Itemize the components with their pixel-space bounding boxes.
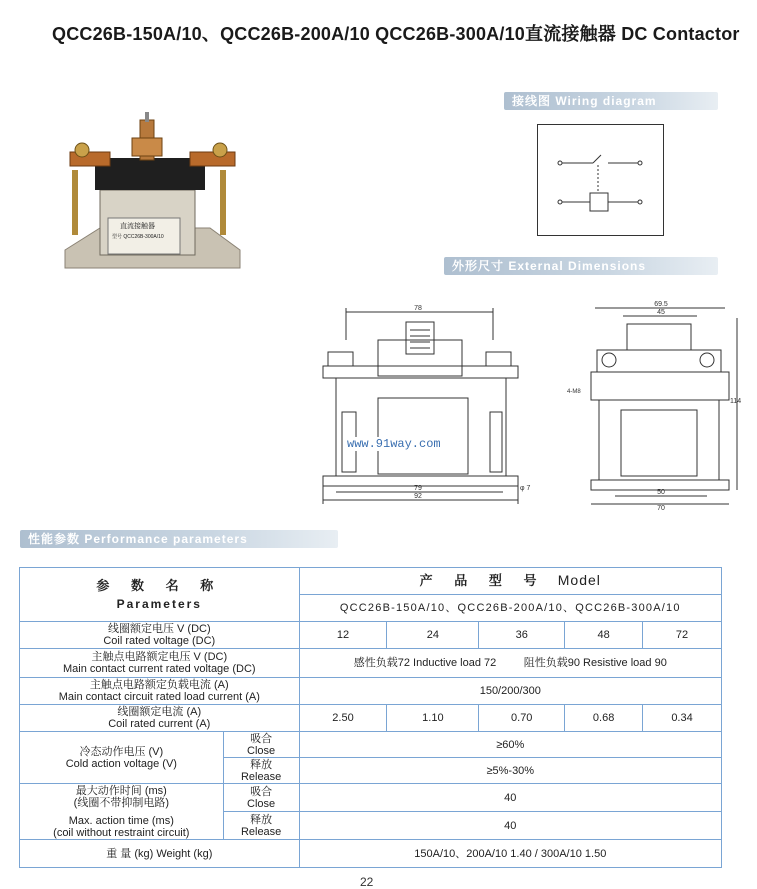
wiring-diagram-banner: 接线图 Wiring diagram xyxy=(504,92,718,110)
action-close-value: 40 xyxy=(299,784,721,812)
table-row xyxy=(20,568,722,595)
photo-label-line2: 型号 QCC26B-300A/10 xyxy=(112,234,164,240)
table-row xyxy=(20,705,722,732)
action-release-value: 40 xyxy=(299,812,721,840)
action-release-label: 释放 Release xyxy=(223,812,299,840)
table-row xyxy=(20,678,722,705)
front-dimension-drawing xyxy=(318,300,540,510)
side-dimension-drawing xyxy=(565,298,745,513)
main-current-value: 150/200/300 xyxy=(299,678,721,705)
action-close-label: 吸合 Close xyxy=(223,784,299,812)
page-title: QCC26B-150A/10、QCC26B-200A/10 QCC26B-300A/10直流接触器 DC Contactor xyxy=(52,24,740,44)
coil-voltage-value: 36 xyxy=(479,622,565,649)
coil-voltage-value: 24 xyxy=(387,622,479,649)
external-dimensions-banner: 外形尺寸 External Dimensions xyxy=(444,257,718,275)
table-row xyxy=(20,622,722,649)
model-header: 产 品 型 号 Model xyxy=(299,568,721,595)
model-list: QCC26B-150A/10、QCC26B-200A/10、QCC26B-300A/10 xyxy=(299,595,721,622)
side-dim-top2: 45 xyxy=(657,309,665,316)
photo-label-line1: 直流接触器 xyxy=(120,223,155,230)
coil-voltage-value: 48 xyxy=(565,622,643,649)
wiring-diagram xyxy=(537,124,664,236)
weight-label: 重 量 (kg) Weight (kg) xyxy=(20,840,300,868)
param-header: 参 数 名 称 Parameters xyxy=(20,568,300,622)
coil-voltage-label: 线圈额定电压 V (DC) Coil rated voltage (DC) xyxy=(20,622,300,649)
coil-current-value: 0.70 xyxy=(479,705,565,732)
table-row xyxy=(20,732,722,758)
front-dim-bottom2: 92 xyxy=(414,493,422,500)
coil-current-value: 0.68 xyxy=(565,705,643,732)
cold-close-value: ≥60% xyxy=(299,732,721,758)
cold-release-value: ≥5%-30% xyxy=(299,758,721,784)
action-time-label: 最大动作时间 (ms) (线圈不带抑制电路) Max. action time (ms) (coil without restraint circuit) xyxy=(20,784,224,840)
side-dim-bottom1: 50 xyxy=(657,489,665,496)
main-current-label: 主触点电路额定负载电流 (A) Main contact circuit rated load current (A) xyxy=(20,678,300,705)
side-dim-height: 114 xyxy=(730,398,742,405)
main-voltage-value: 感性负载72 Inductive load 72 阻性负载90 Resistive load 90 xyxy=(299,649,721,678)
coil-current-value: 2.50 xyxy=(299,705,387,732)
contactor-photo xyxy=(60,110,245,280)
table-row xyxy=(20,840,722,868)
coil-current-label: 线圈额定电流 (A) Coil rated current (A) xyxy=(20,705,300,732)
front-dim-bottom1: 79 xyxy=(414,485,422,492)
main-voltage-label: 主触点电路额定电压 V (DC) Main contact current rated voltage (DC) xyxy=(20,649,300,678)
performance-table xyxy=(19,567,722,868)
table-row xyxy=(20,649,722,678)
coil-current-value: 1.10 xyxy=(387,705,479,732)
table-row xyxy=(20,784,722,812)
coil-current-value: 0.34 xyxy=(643,705,722,732)
weight-value: 150A/10、200A/10 1.40 / 300A/10 1.50 xyxy=(299,840,721,868)
page-number: 22 xyxy=(360,875,374,889)
cold-release-label: 释放 Release xyxy=(223,758,299,784)
cold-voltage-label: 冷态动作电压 (V) Cold action voltage (V) xyxy=(20,732,224,784)
cold-close-label: 吸合 Close xyxy=(223,732,299,758)
side-dim-bottom2: 70 xyxy=(657,505,665,512)
front-dim-top: 78 xyxy=(414,305,422,312)
side-dim-bolt: 4-M8 xyxy=(567,389,581,395)
coil-voltage-value: 72 xyxy=(643,622,722,649)
front-dim-side: φ 7 xyxy=(520,485,531,492)
performance-parameters-banner: 性能参数 Performance parameters xyxy=(20,530,338,548)
watermark: www.91way.com xyxy=(347,437,441,451)
side-dim-top1: 69.5 xyxy=(654,301,668,308)
coil-voltage-value: 12 xyxy=(299,622,387,649)
